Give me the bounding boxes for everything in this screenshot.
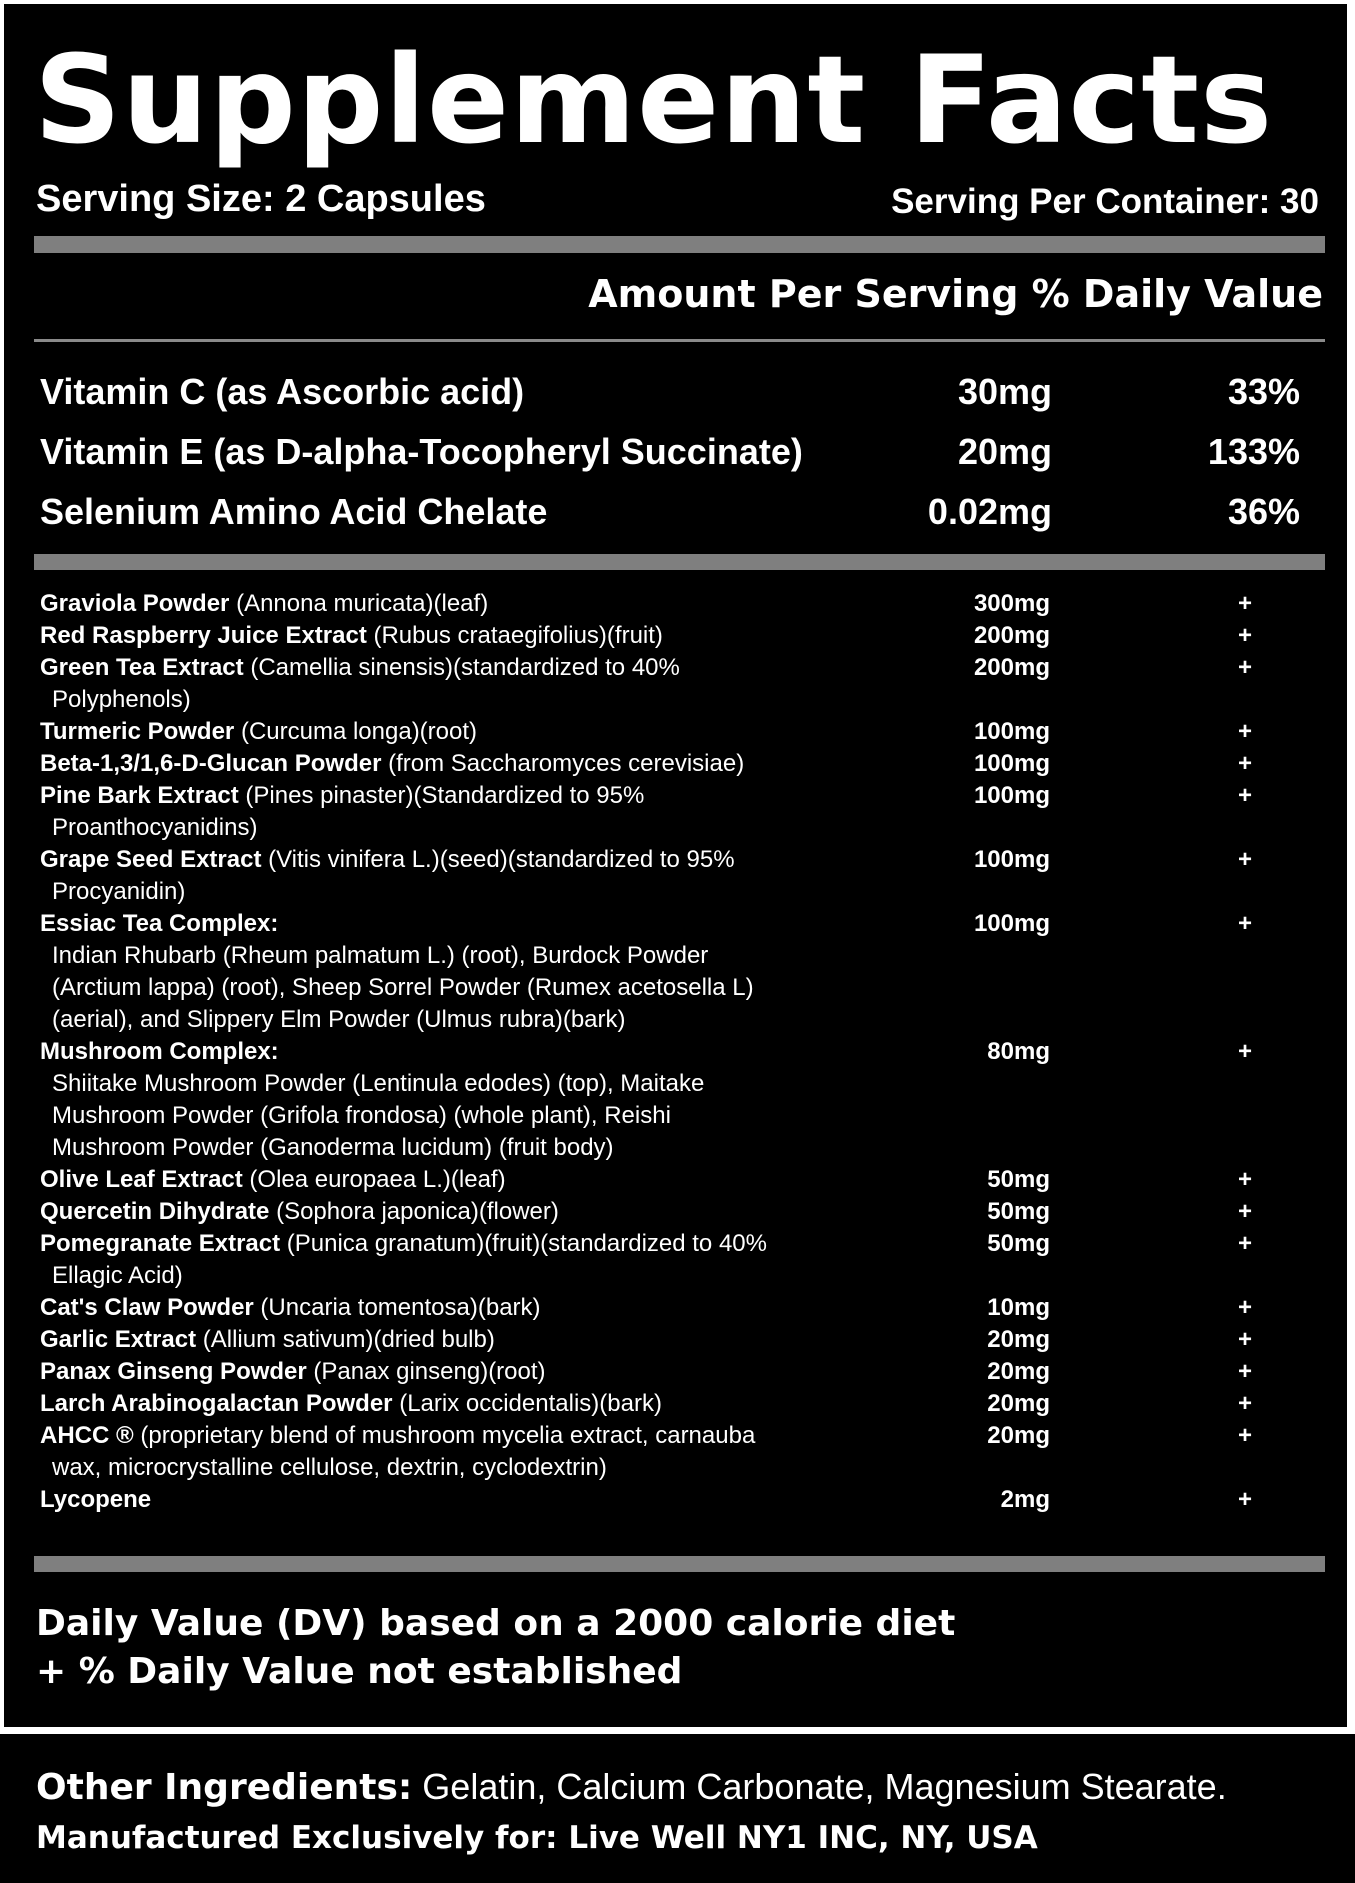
- divider-bar: [34, 236, 1325, 253]
- ingredient-row: [0, 1292, 1355, 1324]
- page-title: Supplement Facts: [34, 30, 1274, 171]
- ingredient-text: [40, 1196, 920, 1228]
- ingredient-detail: (Larix occidentalis)(bark): [392, 1390, 662, 1417]
- ingredient-text: [40, 1292, 920, 1324]
- divider-bar: [34, 554, 1325, 570]
- ingredient-detail: (Annona muricata)(leaf): [229, 590, 489, 617]
- ingredient-text: [40, 844, 920, 908]
- ingredient-row: [0, 1324, 1355, 1356]
- ingredient-text: [40, 620, 920, 652]
- ingredient-name: Graviola Powder: [40, 590, 230, 617]
- ingredient-name: Quercetin Dihydrate: [40, 1198, 270, 1225]
- ingredient-row: [0, 1356, 1355, 1388]
- ingredient-amount: 50mg: [987, 1166, 1050, 1193]
- ingredient-detail: (Punica granatum)(fruit)(standardized to 40%: [280, 1230, 767, 1257]
- ingredient-text: [40, 748, 920, 780]
- ingredient-amount: 100mg: [973, 750, 1050, 777]
- ingredient-text: [40, 716, 920, 748]
- dv-note-line: + % Daily Value not established: [36, 1651, 683, 1692]
- ingredient-amount: 100mg: [973, 910, 1050, 937]
- vitamin-dv: 33%: [1227, 371, 1300, 412]
- vitamin-dv: 36%: [1227, 491, 1300, 532]
- manufacturer: Manufactured Exclusively for: Live Well NY1 INC, NY, USA: [36, 1820, 1038, 1856]
- ingredient-name: Essiac Tea Complex:: [40, 910, 279, 937]
- vitamin-row: [40, 431, 1300, 481]
- ingredient-detail: (Vitis vinifera L.)(seed)(standardized to 95%: [261, 846, 735, 873]
- ingredient-name: Lycopene: [40, 1486, 152, 1513]
- ingredient-amount: 20mg: [987, 1390, 1050, 1417]
- ingredient-name: Garlic Extract: [40, 1326, 197, 1353]
- ingredient-amount: 80mg: [987, 1038, 1050, 1065]
- ingredient-dv: +: [1238, 1038, 1253, 1065]
- vitamin-amount: 30mg: [957, 371, 1052, 412]
- ingredient-name: Beta-1,3/1,6-D-Glucan Powder: [40, 750, 382, 777]
- ingredient-row: [0, 652, 1355, 716]
- ingredient-detail: (Camellia sinensis)(standardized to 40%: [243, 654, 680, 681]
- ingredient-text: [40, 1164, 920, 1196]
- ingredient-text: [40, 652, 920, 716]
- ingredient-amount: 200mg: [973, 622, 1050, 649]
- ingredient-row: [0, 1420, 1355, 1484]
- ingredient-continuation: Ellagic Acid): [52, 1262, 183, 1289]
- ingredient-text: [40, 780, 920, 844]
- serving-size: Serving Size: 2 Capsules: [36, 178, 486, 220]
- ingredient-continuation: Indian Rhubarb (Rheum palmatum L.) (root), Burdock Powder: [52, 942, 709, 969]
- ingredient-detail: (proprietary blend of mushroom mycelia extract, carnauba: [133, 1422, 756, 1449]
- ingredient-dv: +: [1238, 622, 1253, 649]
- ingredient-text: [40, 1356, 920, 1388]
- ingredient-name: Pomegranate Extract: [40, 1230, 281, 1257]
- ingredient-row: [0, 1164, 1355, 1196]
- ingredient-row: [0, 620, 1355, 652]
- divider-bar: [34, 1556, 1325, 1572]
- ingredient-row: [0, 588, 1355, 620]
- ingredient-detail: (Uncaria tomentosa)(bark): [253, 1294, 541, 1321]
- ingredient-detail: (Panax ginseng)(root): [306, 1358, 546, 1385]
- ingredient-amount: 10mg: [987, 1294, 1050, 1321]
- ingredient-detail: (Olea europaea L.)(leaf): [242, 1166, 506, 1193]
- ingredient-amount: 200mg: [973, 654, 1050, 681]
- ingredient-dv: +: [1238, 1326, 1253, 1353]
- ingredient-continuation: Procyanidin): [52, 878, 186, 905]
- ingredient-name: Olive Leaf Extract: [40, 1166, 243, 1193]
- ingredient-dv: +: [1238, 654, 1253, 681]
- ingredient-dv: +: [1238, 1230, 1253, 1257]
- ingredient-row: [0, 1484, 1355, 1516]
- ingredient-row: [0, 780, 1355, 844]
- ingredient-detail: (Sophora japonica)(flower): [269, 1198, 559, 1225]
- ingredient-continuation: wax, microcrystalline cellulose, dextrin, cyclodextrin): [52, 1454, 607, 1481]
- ingredient-text: [40, 1036, 920, 1164]
- other-ingredients-value: Gelatin, Calcium Carbonate, Magnesium Stearate.: [412, 1766, 1227, 1807]
- ingredient-text: [40, 1324, 920, 1356]
- ingredient-dv: +: [1238, 1166, 1253, 1193]
- ingredient-text: [40, 908, 920, 1036]
- ingredient-text: [40, 1228, 920, 1292]
- ingredient-dv: +: [1238, 782, 1253, 809]
- ingredient-detail: (from Saccharomyces cerevisiae): [381, 750, 745, 777]
- ingredient-amount: 100mg: [973, 846, 1050, 873]
- ingredient-amount: 100mg: [973, 782, 1050, 809]
- vitamin-row: [40, 491, 1300, 541]
- ingredient-name: AHCC ®: [40, 1422, 134, 1449]
- divider-line: [34, 339, 1325, 342]
- ingredient-detail: (Pines pinaster)(Standardized to 95%: [238, 782, 645, 809]
- dv-note-line: Daily Value (DV) based on a 2000 calorie diet: [36, 1603, 956, 1644]
- vitamin-dv: 133%: [1207, 431, 1300, 472]
- vitamin-row: [40, 371, 1300, 421]
- ingredient-continuation: Shiitake Mushroom Powder (Lentinula edodes) (top), Maitake: [52, 1070, 705, 1097]
- ingredient-row: [0, 1228, 1355, 1292]
- ingredient-row: [0, 716, 1355, 748]
- vitamin-name: Vitamin E (as D-alpha-Tocopheryl Succinate): [40, 431, 803, 472]
- ingredient-name: Red Raspberry Juice Extract: [40, 622, 367, 649]
- ingredient-amount: 2mg: [1000, 1486, 1050, 1513]
- vitamin-amount: 0.02mg: [927, 491, 1052, 532]
- ingredient-row: [0, 748, 1355, 780]
- other-ingredients: [36, 1766, 1227, 1808]
- amount-header: Amount Per Serving % Daily Value: [588, 272, 1323, 316]
- ingredient-dv: +: [1238, 718, 1253, 745]
- ingredient-continuation: Proanthocyanidins): [52, 814, 258, 841]
- ingredient-continuation: Polyphenols): [52, 686, 191, 713]
- ingredient-dv: +: [1238, 1294, 1253, 1321]
- ingredient-continuation: (aerial), and Slippery Elm Powder (Ulmus rubra)(bark): [52, 1006, 626, 1033]
- ingredient-name: Pine Bark Extract: [40, 782, 239, 809]
- ingredient-list: [0, 588, 1355, 1516]
- ingredient-row: [0, 1036, 1355, 1164]
- ingredient-name: Turmeric Powder: [40, 718, 235, 745]
- ingredient-dv: +: [1238, 846, 1253, 873]
- ingredient-dv: +: [1238, 1198, 1253, 1225]
- daily-value-note: [36, 1600, 955, 1696]
- ingredient-name: Grape Seed Extract: [40, 846, 262, 873]
- ingredient-row: [0, 908, 1355, 1036]
- footer-panel: [0, 1734, 1355, 1883]
- ingredient-continuation: Mushroom Powder (Ganoderma lucidum) (fruit body): [52, 1134, 614, 1161]
- ingredient-text: [40, 1420, 920, 1484]
- ingredient-amount: 20mg: [987, 1326, 1050, 1353]
- ingredient-row: [0, 1196, 1355, 1228]
- ingredient-row: [0, 844, 1355, 908]
- ingredient-name: Mushroom Complex:: [40, 1038, 279, 1065]
- servings-per-container: Serving Per Container: 30: [891, 182, 1319, 221]
- ingredient-amount: 50mg: [987, 1230, 1050, 1257]
- ingredient-name: Cat's Claw Powder: [40, 1294, 254, 1321]
- ingredient-row: [0, 1388, 1355, 1420]
- ingredient-amount: 100mg: [973, 718, 1050, 745]
- ingredient-text: [40, 1388, 920, 1420]
- ingredient-text: [40, 1484, 920, 1516]
- ingredient-amount: 300mg: [973, 590, 1050, 617]
- ingredient-detail: (Rubus crataegifolius)(fruit): [366, 622, 663, 649]
- ingredient-dv: +: [1238, 1358, 1253, 1385]
- ingredient-name: Larch Arabinogalactan Powder: [40, 1390, 393, 1417]
- ingredient-dv: +: [1238, 1422, 1253, 1449]
- ingredient-amount: 20mg: [987, 1358, 1050, 1385]
- ingredient-continuation: (Arctium lappa) (root), Sheep Sorrel Powder (Rumex acetosella L): [52, 974, 754, 1001]
- vitamin-amount: 20mg: [957, 431, 1052, 472]
- vitamin-name: Vitamin C (as Ascorbic acid): [40, 371, 525, 412]
- ingredient-amount: 20mg: [987, 1422, 1050, 1449]
- ingredient-dv: +: [1238, 1486, 1253, 1513]
- ingredient-name: Panax Ginseng Powder: [40, 1358, 307, 1385]
- ingredient-text: [40, 588, 920, 620]
- ingredient-dv: +: [1238, 750, 1253, 777]
- vitamin-name: Selenium Amino Acid Chelate: [40, 491, 548, 532]
- ingredient-detail: (Curcuma longa)(root): [234, 718, 478, 745]
- other-ingredients-label: Other Ingredients:: [36, 1767, 413, 1808]
- ingredient-name: Green Tea Extract: [40, 654, 244, 681]
- ingredient-detail: (Allium sativum)(dried bulb): [196, 1326, 495, 1353]
- ingredient-dv: +: [1238, 1390, 1253, 1417]
- ingredient-dv: +: [1238, 910, 1253, 937]
- ingredient-continuation: Mushroom Powder (Grifola frondosa) (whole plant), Reishi: [52, 1102, 671, 1129]
- ingredient-dv: +: [1238, 590, 1253, 617]
- ingredient-amount: 50mg: [987, 1198, 1050, 1225]
